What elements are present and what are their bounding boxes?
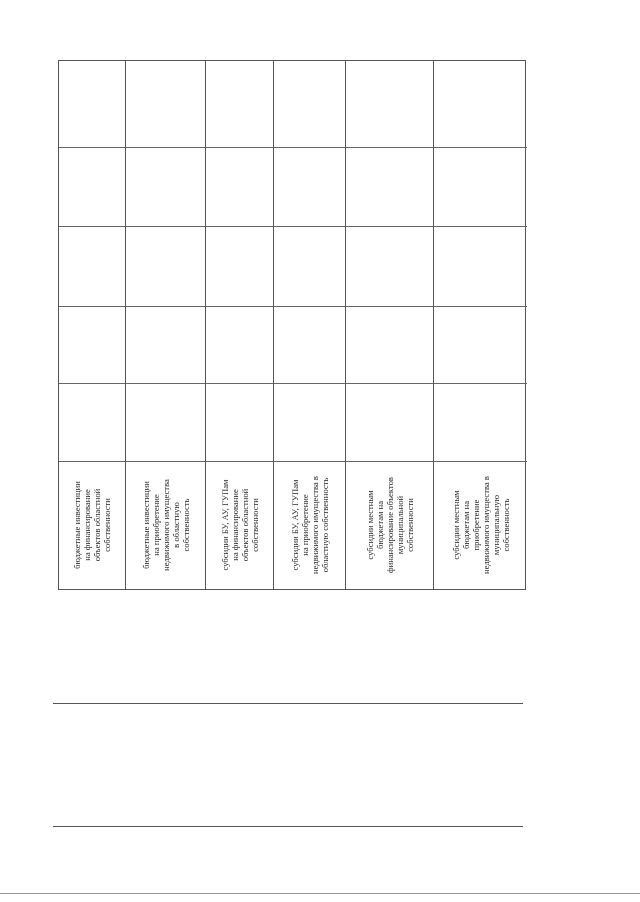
horizontal-rule [53,826,523,827]
horizontal-rule [53,703,523,704]
row-label: бюджетные инвестиции на приобретение недвижимого имущества в областную собственность [140,479,191,571]
row-label: бюджетные инвестиции на финансирование объектов областной собственности [72,481,112,569]
row-label-cell [59,461,125,589]
row-label: субсидии БУ, АУ, ГУПам на финансирование объектов областной собственности [219,479,260,571]
row-label-cell [274,461,345,589]
table-row-2 [125,61,205,589]
row-label: субсидии местным бюджетам на финансирование объектов муниципальной собственности [364,477,415,573]
row-label-cell [434,461,527,589]
rotated-table [58,60,526,590]
row-label: субсидии БУ, АУ, ГУПам на приобретение недвижимого имущества в областную собственность [289,476,330,574]
row-label: субсидии местным бюджетам на приобретение недвижимого имущества в муниципальную собственность [450,476,511,574]
table-row-3 [205,61,273,589]
page-bottom-edge [0,893,640,894]
row-label-cell [346,461,433,589]
row-label-cell [206,461,273,589]
table-row-4 [273,61,345,589]
table-row-5 [345,61,433,589]
table-row-6 [433,61,527,589]
row-label-cell [126,461,205,589]
table-row-1 [59,61,125,589]
